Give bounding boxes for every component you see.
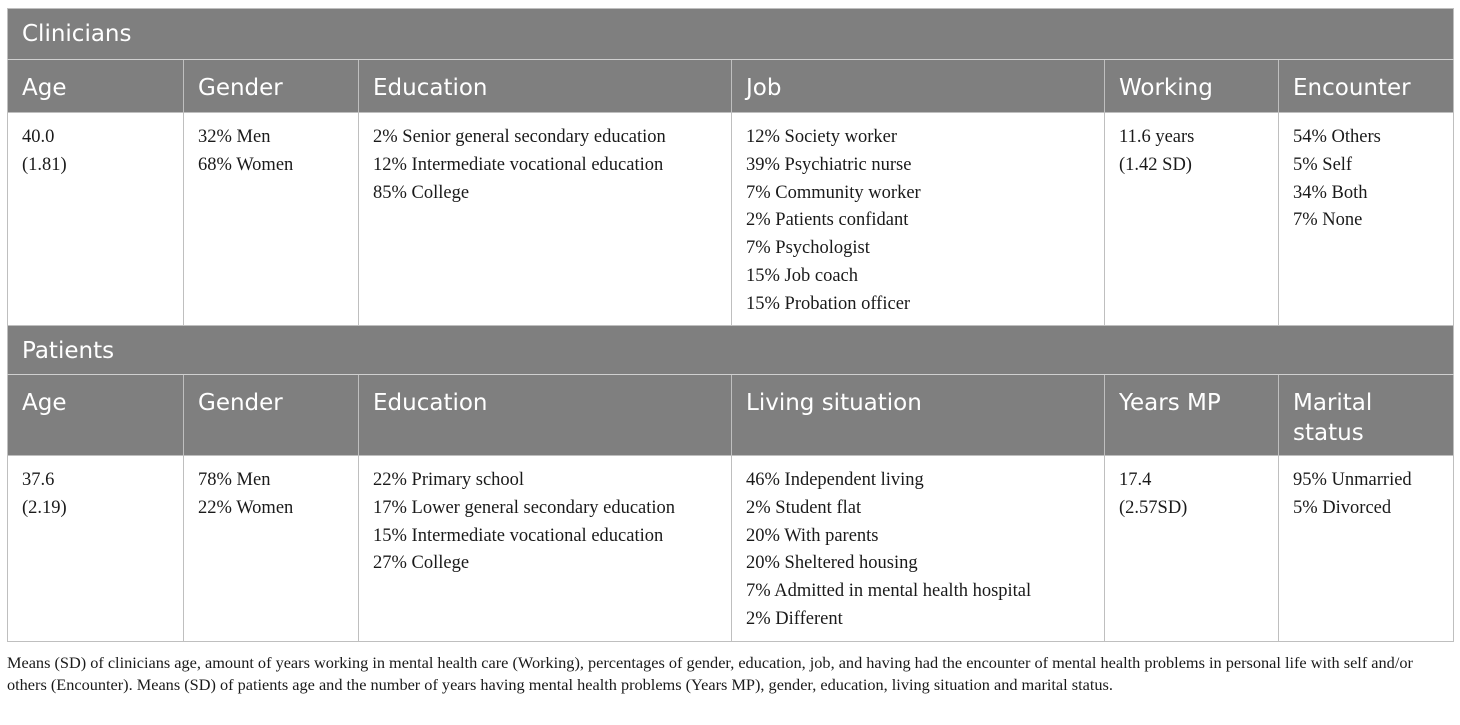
cell-education	[359, 456, 732, 642]
patients-header-row	[8, 375, 1454, 456]
clinicians-header-row	[8, 60, 1454, 113]
cell-line: (1.42 SD)	[1119, 154, 1192, 175]
cell-line: 2% Different	[746, 608, 843, 629]
cell-gender	[184, 113, 359, 326]
cell-line: 11.6 years	[1119, 127, 1195, 147]
column-header: Age	[8, 375, 184, 456]
cell-line: 12% Society worker	[746, 127, 898, 147]
cell-line: 2% Patients confidant	[746, 210, 909, 231]
cell-line: 40.0	[22, 127, 55, 147]
cell-line: 7% None	[1293, 210, 1363, 231]
cell-line: 7% Community worker	[746, 182, 921, 203]
cell-age	[8, 456, 184, 642]
section-title: Patients	[8, 326, 1454, 375]
cell-job	[732, 113, 1105, 326]
column-header: Years MP	[1105, 375, 1279, 456]
cell-line: 46% Independent living	[746, 470, 924, 490]
column-header: Working	[1105, 60, 1279, 113]
cell-gender	[184, 456, 359, 642]
cell-marital-status	[1279, 456, 1454, 642]
cell-line: 39% Psychiatric nurse	[746, 154, 912, 175]
column-header: Gender	[184, 375, 359, 456]
cell-line: 85% College	[373, 182, 470, 203]
section-title: Clinicians	[8, 9, 1454, 60]
cell-line: 78% Men	[198, 470, 271, 490]
column-header: Marital status	[1279, 375, 1454, 456]
demographics-table	[7, 8, 1454, 642]
cell-line: 34% Both	[1293, 182, 1368, 203]
cell-encounter	[1279, 113, 1454, 326]
cell-line: 15% Probation officer	[746, 293, 911, 314]
cell-line: (2.19)	[22, 497, 67, 518]
cell-line: 68% Women	[198, 154, 294, 175]
cell-line: 27% College	[373, 553, 470, 574]
cell-line: 5% Divorced	[1293, 497, 1392, 518]
cell-line: 17.4	[1119, 470, 1152, 490]
clinicians-data-row	[8, 113, 1454, 326]
column-header: Encounter	[1279, 60, 1454, 113]
column-header: Living situation	[732, 375, 1105, 456]
cell-line: 22% Primary school	[373, 470, 525, 490]
cell-line: 12% Intermediate vocational education	[373, 154, 664, 175]
cell-line: (1.81)	[22, 154, 67, 175]
cell-years-mp	[1105, 456, 1279, 642]
cell-line: 7% Admitted in mental health hospital	[746, 581, 1032, 602]
cell-line: 2% Senior general secondary education	[373, 127, 666, 147]
column-header: Age	[8, 60, 184, 113]
cell-line: 7% Psychologist	[746, 238, 870, 259]
column-header: Education	[359, 375, 732, 456]
column-header: Job	[732, 60, 1105, 113]
patients-data-row	[8, 456, 1454, 642]
patients-section-row	[8, 326, 1454, 375]
cell-line: 2% Student flat	[746, 497, 862, 518]
clinicians-section-row	[8, 9, 1454, 60]
cell-line: 32% Men	[198, 127, 271, 147]
cell-line: 22% Women	[198, 497, 294, 518]
cell-education	[359, 113, 732, 326]
cell-working	[1105, 113, 1279, 326]
cell-line: 15% Job coach	[746, 265, 858, 286]
cell-line: 20% With parents	[746, 525, 879, 546]
cell-line: 95% Unmarried	[1293, 470, 1412, 490]
cell-line: 15% Intermediate vocational education	[373, 525, 664, 546]
cell-line: 17% Lower general secondary education	[373, 497, 676, 518]
cell-line: (2.57SD)	[1119, 497, 1188, 518]
cell-line: 37.6	[22, 470, 55, 490]
column-header: Education	[359, 60, 732, 113]
cell-line: 54% Others	[1293, 127, 1381, 147]
cell-age	[8, 113, 184, 326]
cell-living-situation	[732, 456, 1105, 642]
table-caption: Means (SD) of clinicians age, amount of years working in mental health care (Working), percentages of gender, education, job, and having had the encounter of mental health problems in personal life with self and/or others (Encounter). Means (SD) of patients age and the number of years having mental health problems (Years MP), gender, education, living situation and marital status.	[7, 653, 1413, 694]
cell-line: 20% Sheltered housing	[746, 553, 918, 574]
cell-line: 5% Self	[1293, 154, 1353, 175]
column-header: Gender	[184, 60, 359, 113]
